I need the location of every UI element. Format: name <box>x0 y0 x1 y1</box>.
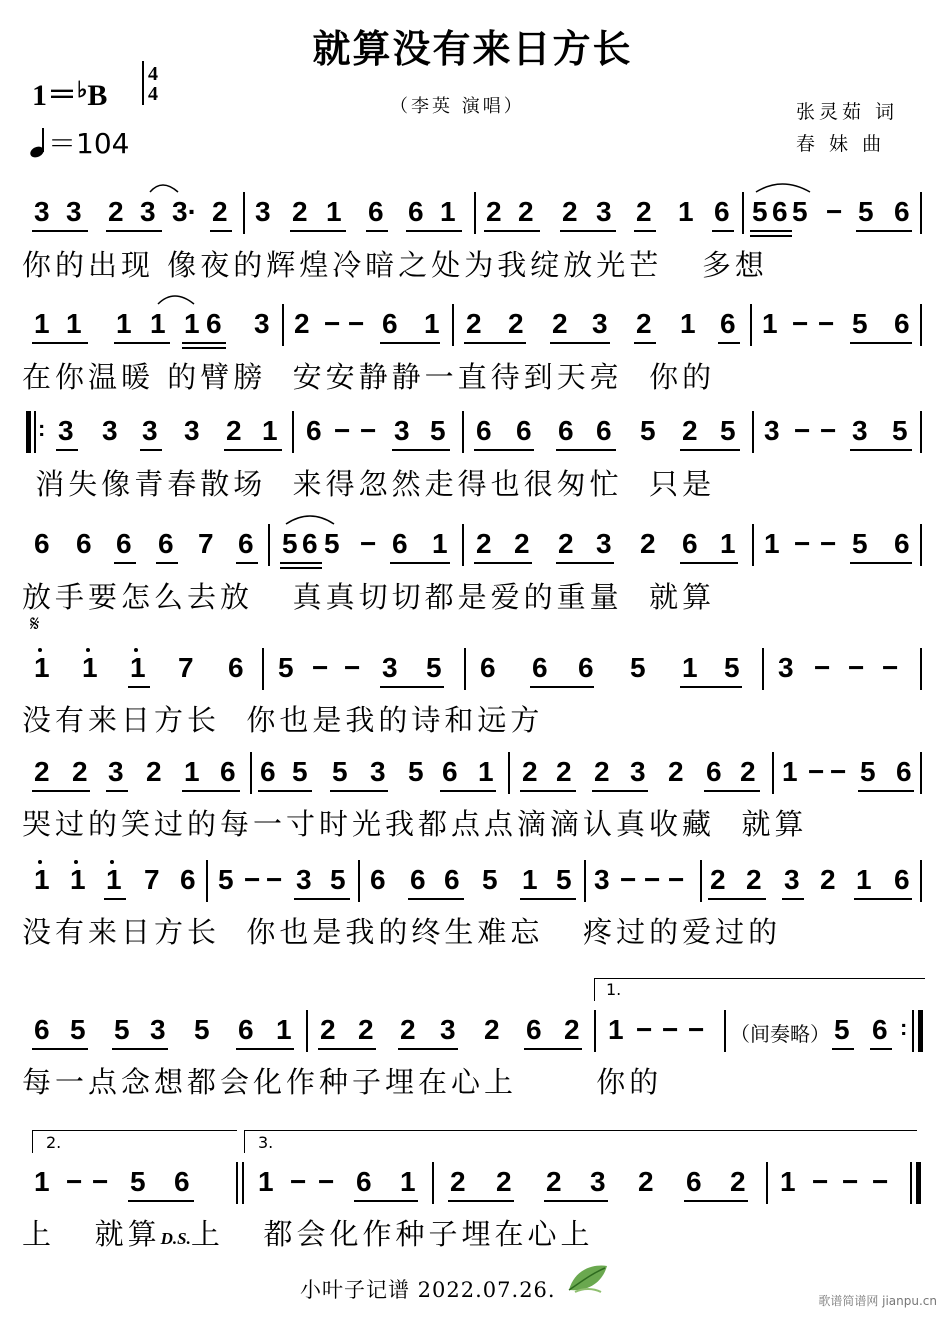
dots-row-6 <box>0 734 945 794</box>
volta-2-label: 2. <box>46 1133 62 1152</box>
segno-icon: 𝄋 <box>30 612 40 637</box>
notation-row-8: 6 5 5 3 5 6 1 2 2 2 3 2 6 2 1 − − − （间奏略） 5 6 : <box>0 1014 945 1054</box>
tie-slurs-row-2 <box>0 286 945 346</box>
lyric-line-6: 哭过的笑过的每一寸时光我都点点滴滴认真收藏 就算 <box>22 807 808 841</box>
volta-1-label: 1. <box>606 980 622 999</box>
time-signature <box>142 64 164 104</box>
footer-credit: 小叶子记谱 2022.07.26. <box>300 1278 556 1302</box>
composer: 春 妹 曲 <box>796 133 886 155</box>
notation-row-3: : 3 3 3 3 2 1 6 − − 3 5 6 6 6 6 5 2 5 3 − − 3 5 <box>0 415 945 455</box>
volta-3-label: 3. <box>258 1133 274 1152</box>
dots-row-3 <box>0 393 945 453</box>
dots-row-8 <box>0 992 945 1052</box>
notation-row-6: 2 2 3 2 1 6 6 5 5 3 5 6 1 2 2 2 3 2 6 2 1 − − 5 6 <box>0 756 945 796</box>
time-bottom: 4 <box>148 83 158 105</box>
lyric-line-5: 没有来日方长 你也是我的诗和远方 <box>22 703 544 737</box>
lyric-line-7: 没有来日方长 你也是我的终生难忘 疼过的爱过的 <box>22 915 782 949</box>
key-signature <box>32 70 107 114</box>
time-top: 4 <box>148 63 158 85</box>
flat-icon: ♭ <box>77 77 88 102</box>
notation-row-2: 1 1 1 1 1 6 3 2 − − 6 1 2 2 2 3 2 1 6 1 − − 5 6 <box>0 308 945 348</box>
lyric-line-9-part-b: 上 都会化作种子埋在心上 <box>190 1217 594 1251</box>
notation-row-4: 6 6 6 6 7 6 5 6 5 − 6 1 2 2 2 3 2 6 1 1 − − 5 6 <box>0 528 945 568</box>
interlude-note: （间奏略） <box>730 1022 830 1046</box>
credits <box>796 96 898 160</box>
leaf-icon <box>565 1262 611 1296</box>
notation-row-1: 3 3 2 3 3· 2 3 2 1 6 6 1 2 2 2 3 2 1 6 5 6 5 − 5 6 <box>0 196 945 236</box>
quarter-note-icon <box>30 127 48 157</box>
ties-row-4 <box>0 506 945 566</box>
tempo-value: ＝104 <box>48 127 130 160</box>
key-note: B <box>87 79 108 112</box>
notation-row-9: 1 − − 5 6 1 − − 6 1 2 2 2 3 2 6 2 1 − − − <box>0 1166 945 1206</box>
dots-row-7 <box>0 842 945 902</box>
ds-mark: D.S. <box>160 1229 191 1248</box>
song-title: 就算没有来日方长 <box>312 27 633 71</box>
notation-row-5: 1 1 1 7 6 5 − − 3 5 6 6 6 5 1 5 3 − − − <box>0 652 945 692</box>
lyric-line-4: 放手要怎么去放 真真切切都是爱的重量 就算 <box>22 580 716 614</box>
singer-credit: （李英 演唱） <box>390 96 525 117</box>
lyric-line-8: 每一点念想都会化作种子埋在心上 你的 <box>22 1065 663 1099</box>
notation-row-7: 1 1 1 7 6 5 − − 3 5 6 6 6 5 1 5 3 − − − 2 2 3 2 1 6 <box>0 864 945 904</box>
lyric-line-9 <box>22 1212 594 1253</box>
lyric-line-2: 在你温暖 的臂膀 安安静静一直待到天亮 你的 <box>22 360 716 394</box>
watermark: 歌谱简谱网 jianpu.cn <box>818 1294 937 1308</box>
tempo-mark <box>30 122 129 162</box>
dots-row-5 <box>0 630 945 690</box>
lyric-line-1: 你的出现 像夜的辉煌冷暗之处为我绽放光芒 多想 <box>22 248 768 282</box>
key-prefix: 1＝ <box>32 79 77 112</box>
lyricist: 张灵茹 词 <box>796 101 899 123</box>
tie-slurs-row-1 <box>0 174 945 234</box>
lyric-line-3: 消失像青春散场 来得忽然走得也很匆忙 只是 <box>22 467 716 501</box>
dots-row-9 <box>0 1144 945 1204</box>
lyric-line-9-part-a: 上 就算 <box>22 1217 161 1251</box>
